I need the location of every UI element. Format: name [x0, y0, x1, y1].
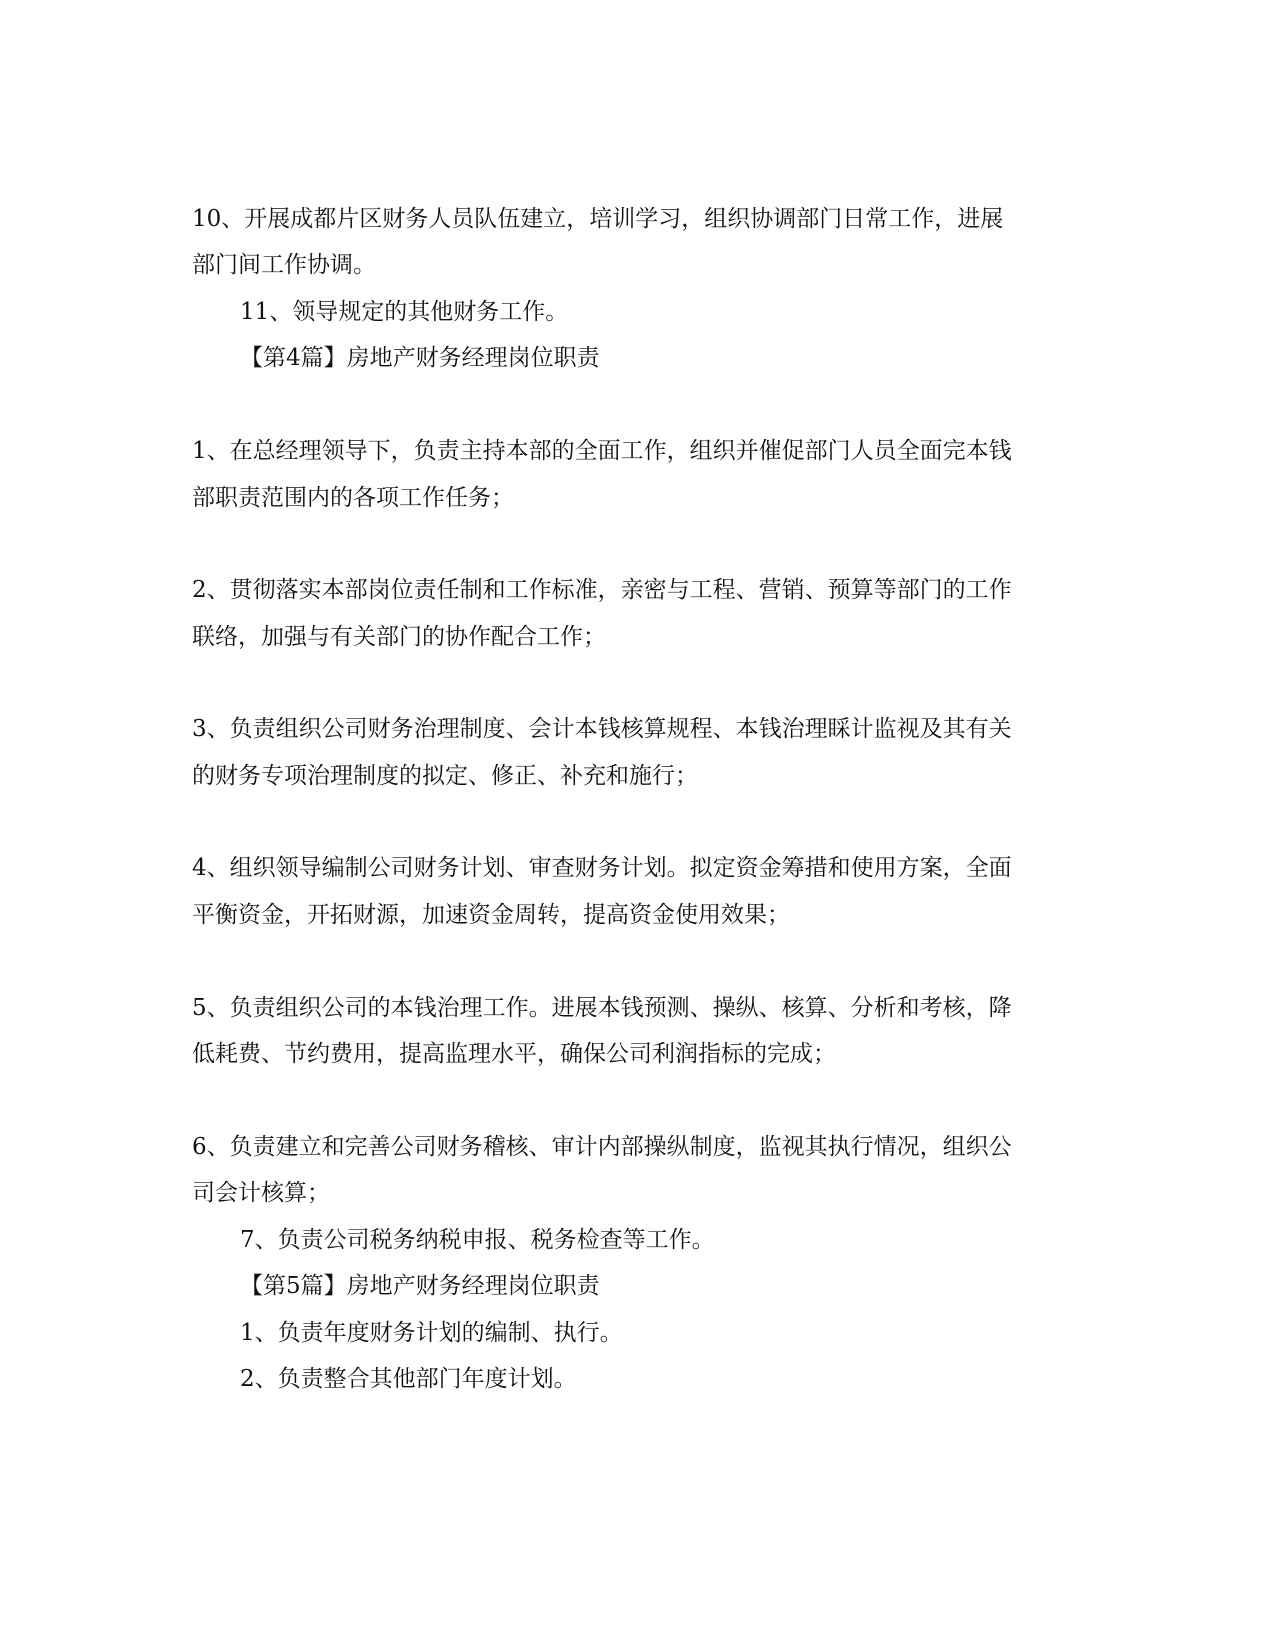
- paragraph-10-line-1: 10、开展成都片区财务人员队伍建立，培训学习，组织协调部门日常工作，进展: [192, 206, 1004, 232]
- paragraph-11: 11、领导规定的其他财务工作。: [240, 299, 569, 325]
- item-2-line-1: 2、贯彻落实本部岗位责任制和工作标准，亲密与工程、营销、预算等部门的工作: [192, 577, 1012, 603]
- item-7: 7、负责公司税务纳税申报、税务检查等工作。: [240, 1227, 715, 1253]
- section-5-item-1: 1、负责年度财务计划的编制、执行。: [240, 1320, 623, 1346]
- item-4-line-2: 平衡资金，开拓财源，加速资金周转，提高资金使用效果；: [192, 902, 790, 928]
- item-4-line-1: 4、组织领导编制公司财务计划、审查财务计划。拟定资金筹措和使用方案，全面: [192, 855, 1012, 881]
- paragraph-10-line-2: 部门间工作协调。: [192, 252, 376, 278]
- item-3-line-2: 的财务专项治理制度的拟定、修正、补充和施行；: [192, 763, 698, 789]
- section-heading-5: 【第5篇】房地产财务经理岗位职责: [240, 1273, 600, 1299]
- item-2-line-2: 联络，加强与有关部门的协作配合工作；: [192, 624, 606, 650]
- item-5-line-2: 低耗费、节约费用，提高监理水平，确保公司利润指标的完成；: [192, 1041, 836, 1067]
- item-1-line-1: 1、在总经理领导下，负责主持本部的全面工作，组织并催促部门人员全面完本钱: [192, 438, 1012, 464]
- item-3-line-1: 3、负责组织公司财务治理制度、会计本钱核算规程、本钱治理睬计监视及其有关: [192, 716, 1012, 742]
- section-5-item-2: 2、负责整合其他部门年度计划。: [240, 1366, 577, 1392]
- section-heading-4: 【第4篇】房地产财务经理岗位职责: [240, 345, 600, 371]
- item-5-line-1: 5、负责组织公司的本钱治理工作。进展本钱预测、操纵、核算、分析和考核，降: [192, 995, 1012, 1021]
- item-6-line-1: 6、负责建立和完善公司财务稽核、审计内部操纵制度，监视其执行情况，组织公: [192, 1134, 1012, 1160]
- item-1-line-2: 部职责范围内的各项工作任务；: [192, 485, 514, 511]
- item-6-line-2: 司会计核算；: [192, 1180, 330, 1206]
